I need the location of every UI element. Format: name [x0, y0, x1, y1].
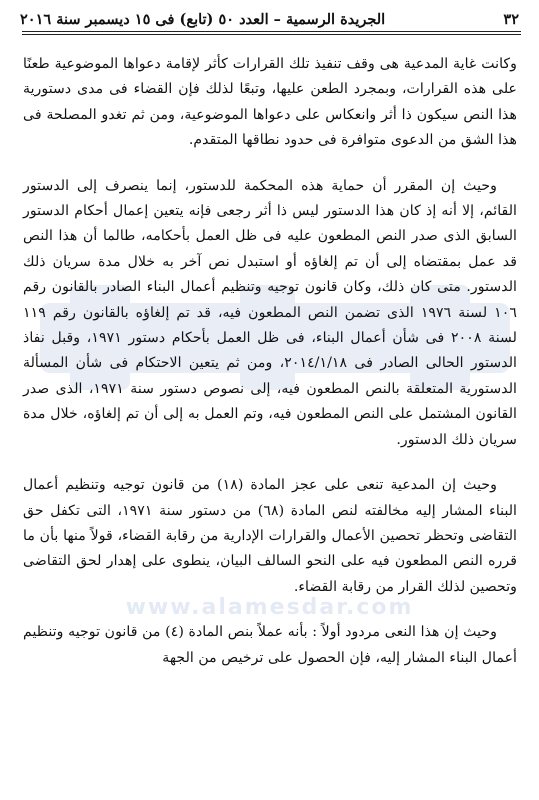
page-header: [20, 8, 519, 30]
header-rule-thin: [22, 34, 521, 35]
issue-line: الجريدة الرسمية – العدد ٥٠ (تابع) فى ١٥ ديسمبر سنة ٢٠١٦: [20, 10, 386, 28]
paragraph-2: وحيث إن المقرر أن حماية هذه المحكمة للدستور، إنما ينصرف إلى الدستور القائم، إلا أنه إذ كان هذا الدستور ليس ذا أثر رجعى فإنه يتعين إعمال أحكام الدستور السابق الذى صدر النص المطعون عليه فى ظل العمل بأحكامه، طالما أن هذا النص قد عمل بمقتضاه إلى أن تم إلغاؤه أو استبدل نص آخر به خلال مدة سريان ذلك الدستور. متى كان ذلك، وكان قانون توجيه وتنظيم أعمال البناء الصادر بالقانون رقم ١٠٦ لسنة ١٩٧٦ الذى تضمن النص المطعون فيه، قد تم إلغاؤه بالقانون رقم ١١٩ لسنة ٢٠٠٨ فى شأن أعمال البناء، فى ظل العمل بأحكام دستور ١٩٧١، وقبل نفاذ الدستور الحالى الصادر فى ٢٠١٤/١/١٨، ومن ثم يتعين الاحتكام فى شأن المسألة الدستورية المتعلقة بالنص المطعون فيه، إلى نصوص دستور سنة ١٩٧١، الذى صدر القانون المشتمل على النص المطعون فيه، وتم العمل به إلى أن تم إلغاؤه، خلال مدة سريان ذلك الدستور.: [23, 177, 517, 448]
paragraph-1: وكانت غاية المدعية هى وقف تنفيذ تلك القرارات كأثر لإقامة دعواها الموضوعية طعنًا على هذه القرارات، وبمجرد الطعن عليها، وتبعًا لذلك فإن القضاء فى مدى دستورية هذا النص سيكون ذا أثر وانعكاس على دعواها الموضوعية، ومن ثم تغدو المصلحة فى هذا الشق من الدعوى متوافرة فى حدود نطاقها المتقدم.: [23, 56, 517, 149]
watermark-url: www.alamesdar.com: [125, 595, 414, 620]
header-rule: [22, 31, 521, 32]
page-number: ٣٢: [503, 10, 519, 28]
document-body: [23, 52, 517, 671]
paragraph-4: وحيث إن هذا النعى مردود أولاً : بأنه عملاً بنص المادة (٤) من قانون توجيه وتنظيم أعمال البناء المشار إليه، فإن الحصول على ترخيص من الجهة: [23, 624, 517, 666]
paragraph-3: وحيث إن المدعية تنعى على عجز المادة (١٨) من قانون توجيه وتنظيم أعمال البناء المشار إليه مخالفته لنص المادة (٦٨) من دستور سنة ١٩٧١، التى تكفل حق التقاضى وتحظر تحصين الأعمال والقرارات الإدارية من رقابة القضاء، قولاً منها بأن ما قرره النص المطعون فيه على النحو السالف البيان، ينطوى على إهدار لحق التقاضى وتحصين لذلك القرار من رقابة القضاء.: [23, 477, 517, 595]
